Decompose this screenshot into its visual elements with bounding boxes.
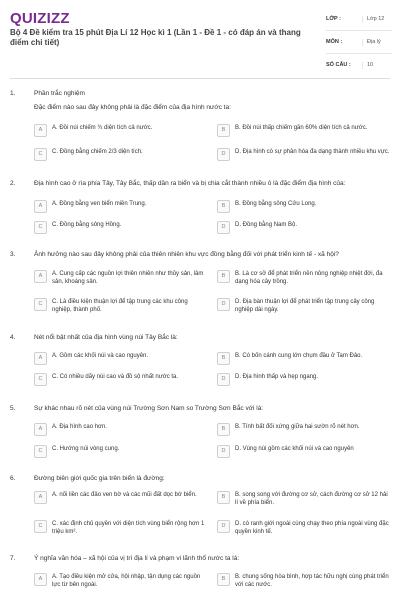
- option-text: A. Đồng bằng ven biển miền Trung.: [52, 201, 147, 207]
- option-text: A. nối liền các đảo ven bờ và các mũi đất dọc bờ biển.: [52, 492, 197, 498]
- option-text: C. Đồng bằng chiếm 2/3 diện tích.: [52, 149, 143, 155]
- question-text: Sự khác nhau rõ nét của vùng núi Trường Sơn Nam so Trường Sơn Bắc với là:: [34, 405, 264, 412]
- page-header: [0, 0, 400, 80]
- option-text: D. có ranh giới ngoài cùng chạy theo phía ngoài vùng đặc quyền kinh tế.: [235, 521, 389, 535]
- option-text: A. Tạo điều kiện mở cửa, hội nhập, tận dụng các nguồn lực từ bên ngoài.: [52, 574, 201, 588]
- option-text: A. Cung cấp các nguồn lợi thiên nhiên như thủy sản, lâm sản, khoáng sản.: [52, 271, 204, 285]
- option-letter: B: [217, 270, 230, 283]
- option-text: D. Vùng núi gồm các khối núi và cao nguyên: [235, 446, 354, 452]
- question-text: Ý nghĩa văn hóa – xã hội của vị trí địa lí và phạm vi lãnh thổ nước ta là:: [34, 555, 240, 562]
- option-letter: B: [217, 423, 230, 436]
- option-text: B. Đồng bằng sông Cửu Long.: [235, 201, 317, 207]
- meta-label: LỚP :: [326, 16, 341, 22]
- question-6: [10, 475, 392, 550]
- question-number: 6.: [10, 475, 16, 482]
- option-text: B. Tính bất đối xứng giữa hai sườn rõ nét hơn.: [235, 424, 360, 430]
- option-letter: B: [217, 200, 230, 213]
- option-letter: C: [34, 373, 47, 386]
- question-1: [10, 90, 392, 170]
- option-letter: C: [34, 298, 47, 311]
- question-2: [10, 180, 392, 240]
- question-number: 2.: [10, 180, 16, 187]
- meta-value: 10: [362, 62, 391, 69]
- question-4: [10, 334, 392, 394]
- option-text: D. Đồng bằng Nam Bộ.: [235, 222, 298, 228]
- option-letter: D: [217, 148, 230, 161]
- option-text: B. chung sống hòa bình, hợp tác hữu nghị cùng phát triển với các nước.: [235, 574, 389, 588]
- question-5: [10, 405, 392, 465]
- option-letter: D: [217, 520, 230, 533]
- option-text: D. Địa hình thấp và hẹp ngang.: [235, 374, 319, 380]
- option-letter: A: [34, 270, 47, 283]
- option-text: C. xác định chủ quyền với diện tích vùng biển rộng hơn 1 triệu km².: [52, 521, 205, 535]
- option-letter: B: [217, 491, 230, 504]
- question-text: Ảnh hưởng nào sau đây không phải của thiên nhiên khu vực đồng bằng đối với phát triển kinh tế - xã hội?: [34, 251, 339, 258]
- question-3: [10, 251, 392, 326]
- option-letter: B: [217, 573, 230, 586]
- option-letter: A: [34, 200, 47, 213]
- option-text: B. song song với đường cơ sở, cách đường cơ sở 12 hải lí về phía biển.: [235, 492, 388, 506]
- question-number: 3.: [10, 251, 16, 258]
- option-text: D. Địa hình có sự phân hóa đa dạng thành nhiều khu vực.: [235, 149, 390, 155]
- question-number: 7.: [10, 555, 16, 562]
- question-text: Nét nổi bật nhất của địa hình vùng núi Tây Bắc là:: [34, 334, 178, 341]
- document-title: Bộ 4 Đề kiểm tra 15 phút Địa Lí 12 Học kì 1 (Lần 1 - Đề 1 - có đáp án và thang điểm chi tiết): [10, 28, 301, 47]
- option-text: D. Địa bàn thuận lợi để phát triển tập trung cây công nghiệp dài ngày.: [235, 299, 375, 313]
- question-number: 4.: [10, 334, 16, 341]
- meta-row-count: [326, 54, 392, 76]
- option-text: C. Là điều kiện thuận lợi để tập trung các khu công nghiệp, thành phố.: [52, 299, 188, 313]
- question-text: Địa hình cao ở rìa phía Tây, Tây Bắc, thấp dần ra biển và bị chia cắt thành nhiều ô là đặc điểm địa hình của:: [34, 180, 346, 187]
- option-letter: B: [217, 352, 230, 365]
- option-letter: D: [217, 298, 230, 311]
- option-text: B. Đồi núi thấp chiếm gần 60% diện tích cả nước.: [235, 125, 368, 131]
- option-letter: D: [217, 445, 230, 458]
- meta-box: [326, 8, 392, 76]
- option-text: B. Là cơ sở để phát triển nền nông nghiệp nhiệt đới, đa dạng hóa cây trồng.: [235, 271, 383, 285]
- quizizz-logo: QUIZIZZ: [10, 10, 70, 27]
- question-number: 1.: [10, 90, 16, 97]
- meta-label: SỐ CÂU :: [326, 62, 351, 68]
- option-letter: A: [34, 491, 47, 504]
- option-letter: A: [34, 573, 47, 586]
- meta-row-class: [326, 8, 392, 31]
- question-number: 5.: [10, 405, 16, 412]
- option-letter: A: [34, 423, 47, 436]
- question-text: Đường biên giới quốc gia trên biển là đường:: [34, 475, 165, 482]
- question-7: [10, 555, 392, 600]
- option-letter: C: [34, 221, 47, 234]
- option-letter: D: [217, 221, 230, 234]
- option-text: A. Gồm các khối núi và cao nguyên.: [52, 353, 149, 359]
- option-letter: C: [34, 148, 47, 161]
- option-letter: D: [217, 373, 230, 386]
- header-divider: [10, 78, 390, 79]
- option-text: A. Đồi núi chiếm ¾ diện tích cả nước.: [52, 125, 153, 131]
- meta-row-subject: [326, 31, 392, 54]
- option-text: A. Địa hình cao hơn.: [52, 424, 107, 430]
- meta-label: MÔN :: [326, 39, 343, 45]
- option-letter: C: [34, 445, 47, 458]
- option-text: C. Đồng bằng sông Hồng.: [52, 222, 122, 228]
- option-text: C. Hướng núi vòng cung.: [52, 446, 120, 452]
- option-letter: A: [34, 352, 47, 365]
- option-text: C. Có nhiều dãy núi cao và đồ sộ nhất nước ta.: [52, 374, 179, 380]
- option-letter: A: [34, 124, 47, 137]
- option-letter: C: [34, 520, 47, 533]
- option-letter: B: [217, 124, 230, 137]
- question-text: Đặc điểm nào sau đây không phải là đặc điểm của địa hình nước ta:: [34, 104, 231, 111]
- meta-value: Lớp 12: [362, 16, 391, 23]
- meta-value: Địa lý: [362, 39, 391, 46]
- section-title: Phần trắc nghiệm: [34, 90, 85, 97]
- option-text: B. Có bốn cánh cung lớn chụm đầu ở Tam Đảo.: [235, 353, 363, 359]
